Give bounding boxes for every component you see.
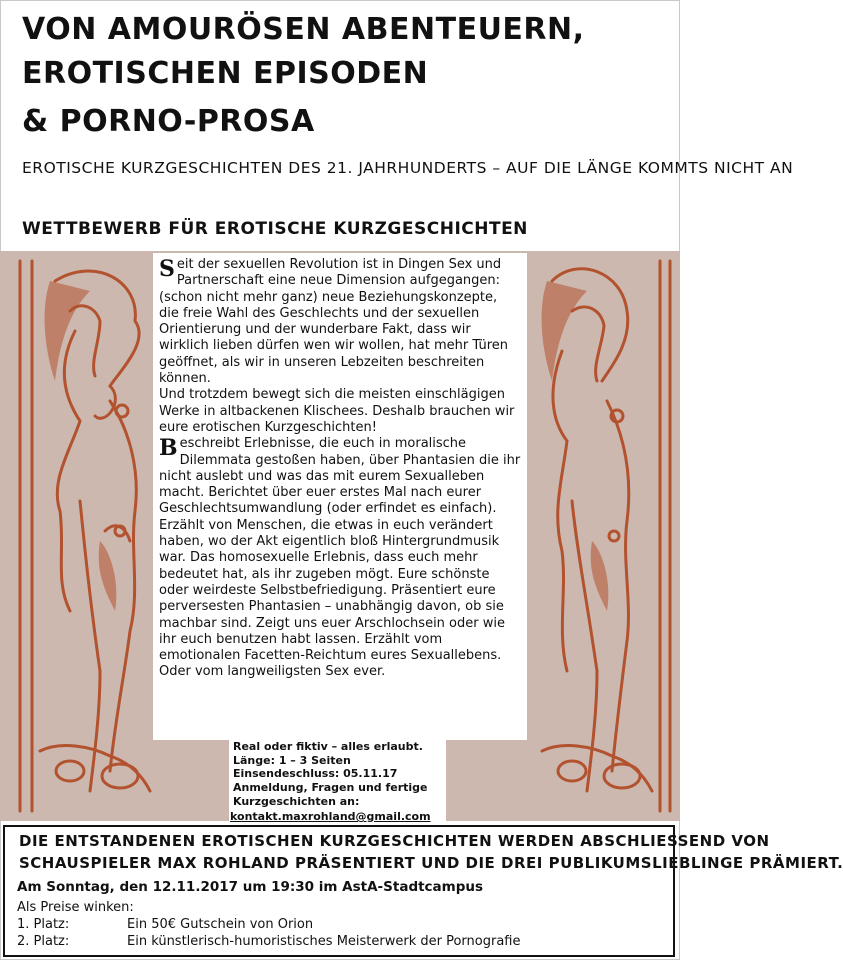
right-figure-illustration [532, 251, 680, 821]
second-paragraph: Und trotzdem bewegt sich die meisten einschlägigen Werke in altbackenen Klischees. Deshalb brauchen wir eure erotischen Kurzgeschichten! [159, 387, 515, 435]
intro-text: eit der sexuellen Revolution ist in Dingen Sex und Partnerschaft eine neue Dimension aufgegangen: (schon nicht mehr ganz) neue Beziehungskonzepte, die freie Wahl des Geschlechts und der sexuellen Orientierung und der wunderbare Fakt, dass wir wirklich lieben dürfen wen wir wollen, hat mehr Türen geöffnet, als wir in unseren Lebzeiten beschreiten können. [159, 257, 509, 387]
footer-box [3, 825, 843, 957]
main-text-box [153, 253, 527, 740]
info-line-4: Anmeldung, Fragen und fertige [233, 781, 428, 795]
dropcap-s: S [159, 256, 175, 282]
left-figure-illustration [0, 251, 160, 821]
info-line-5: Kurzgeschichten an: [233, 794, 360, 808]
title-line-2: EROTISCHEN EPISODEN [22, 56, 429, 91]
prize-place-1: 1. Platz: [17, 917, 70, 932]
info-line-3: Einsendeschluss: 05.11.17 [233, 767, 398, 781]
event-details: Am Sonntag, den 12.11.2017 um 19:30 im AstA-Stadtcampus [17, 879, 484, 895]
third-paragraph [159, 436, 521, 680]
prize-description-1: Ein 50€ Gutschein von Orion [127, 917, 314, 932]
prizes-heading: Als Preise winken: [17, 900, 134, 915]
prize-place-2: 2. Platz: [17, 934, 70, 949]
contact-email-link[interactable]: kontakt.maxrohland@gmail.com [230, 810, 446, 824]
info-line-1: Real oder fiktiv – alles erlaubt. [233, 740, 423, 753]
info-line-2: Länge: 1 – 3 Seiten [233, 753, 351, 767]
prize-row-2 [17, 934, 520, 949]
footer-line-2: SCHAUSPIELER MAX ROHLAND PRÄSENTIERT UND DIE DREI PUBLIKUMSLIEBLINGE PRÄMIERT. [19, 854, 843, 872]
title-line-3: & PORNO-PROSA [22, 104, 315, 139]
dropcap-b: B [159, 435, 178, 462]
footer-line-1: DIE ENTSTANDENEN EROTISCHEN KURZGESCHICHTEN WERDEN ABSCHLIESSEND VON [19, 832, 770, 850]
intro-paragraph [159, 257, 521, 387]
third-text: eschreibt Erlebnisse, die euch in moralische Dilemmata gestoßen haben, über Phantasien die ihr nicht auslebt und was das mit eurem Sexualleben macht. Berichtet über euer erstes Mal nach eurer Geschlechtsumwandlung (oder erfindet es einfach). Erzählt von Menschen, die etwas in euch verändert haben, wo der Akt eigentlich bloß Hintergrundmusik war. Das homosexuelle Erlebnis, dass euch mehr bedeutet hat, als ihr zugeben mögt. Eure schönste oder weirdeste Selbstbefriedigung. Präsentiert eure perversesten Phantasien – unabhängig davon, ob sie machbar sind. Zeigt uns euer Arschlochsein oder wie ihr euch benutzen habt lassen. Erzählt vom emotionalen Facetten-Reichtum eures Sexuallebens. Oder vom langweiligsten Sex ever. [159, 436, 521, 680]
title-line-1: VON AMOURÖSEN ABENTEUERN, [22, 12, 585, 47]
prize-row-1 [17, 917, 313, 932]
competition-title: WETTBEWERB FÜR EROTISCHE KURZGESCHICHTEN [22, 219, 528, 239]
prize-description-2: Ein künstlerisch-humoristisches Meisterwerk der Pornografie [127, 934, 521, 949]
subtitle: EROTISCHE KURZGESCHICHTEN DES 21. JAHRHUNDERTS – AUF DIE LÄNGE KOMMTS NICHT AN [22, 159, 794, 177]
